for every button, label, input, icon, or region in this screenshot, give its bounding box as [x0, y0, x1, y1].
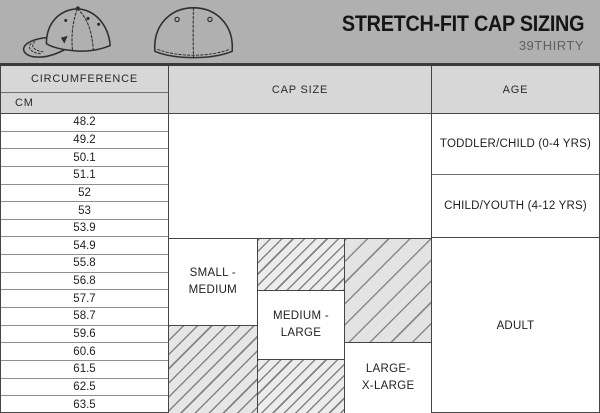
circumference-row: 48.2 [1, 114, 168, 132]
age-cell-adult: ADULT [496, 319, 535, 332]
age-cell-child-youth: CHILD/YOUTH (4-12 YRS) [432, 175, 599, 238]
subcolumn-divider-2 [344, 238, 345, 413]
large-xlarge-section-rule [344, 342, 431, 343]
age-zone [432, 114, 599, 413]
page-title: STRETCH-FIT CAP SIZING [341, 10, 584, 36]
cap-illustrations [12, 3, 244, 61]
circumference-row: 49.2 [1, 132, 168, 150]
circumference-row: 54.9 [1, 237, 168, 255]
circumference-row: 58.7 [1, 308, 168, 326]
column-header-unit-cm: CM [1, 93, 169, 113]
circumference-row: 62.5 [1, 379, 168, 397]
circumference-row: 53 [1, 202, 168, 220]
circumference-row: 61.5 [1, 361, 168, 379]
cap-size-top-rule [169, 238, 431, 239]
size-label-large-xlarge: LARGE- X-LARGE [345, 342, 431, 413]
size-range-hatch-medium-large-lower [258, 359, 345, 413]
circumference-row: 50.1 [1, 149, 168, 167]
circumference-column [1, 114, 169, 413]
circumference-row: 59.6 [1, 326, 168, 344]
header-banner [0, 0, 600, 63]
circumference-row: 51.1 [1, 167, 168, 185]
circumference-row: 60.6 [1, 343, 168, 361]
title-block [315, 11, 584, 53]
circumference-row: 52 [1, 185, 168, 203]
sizing-table [0, 66, 600, 413]
cap-side-view-icon [12, 3, 134, 61]
size-label-medium-large: MEDIUM - LARGE [258, 290, 345, 359]
circumference-row: 55.8 [1, 255, 168, 273]
size-range-hatch-small-medium [169, 325, 257, 413]
cap-back-view-icon [144, 3, 244, 61]
circumference-row: 56.8 [1, 273, 168, 291]
table-body [1, 114, 599, 413]
size-range-hatch-medium-large-upper [258, 239, 345, 290]
medium-large-bottom-rule [257, 359, 345, 360]
circumference-row: 63.5 [73, 398, 96, 411]
age-cell-toddler-child: TODDLER/CHILD (0-4 YRS) [432, 114, 599, 175]
circumference-row: 57.7 [1, 290, 168, 308]
size-label-small-medium: SMALL - MEDIUM [169, 239, 257, 325]
column-header-age: AGE [432, 66, 599, 113]
small-medium-section-rule [169, 325, 257, 326]
page-subtitle: 39THIRTY [518, 37, 584, 53]
medium-large-top-rule [257, 290, 345, 291]
circumference-row: 53.9 [1, 220, 168, 238]
cap-size-zone [169, 114, 432, 413]
column-header-cap-size: CAP SIZE [169, 66, 432, 113]
column-header-circumference: CIRCUMFERENCE [1, 66, 169, 93]
size-range-hatch-large-xlarge [345, 239, 431, 342]
